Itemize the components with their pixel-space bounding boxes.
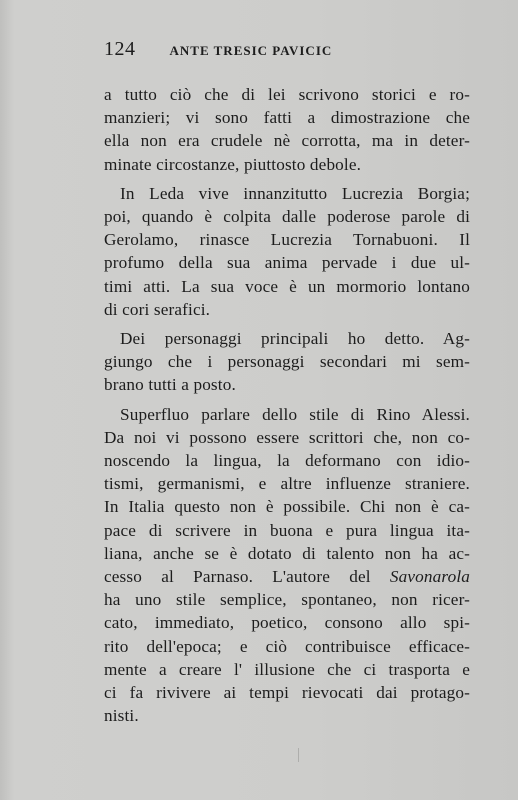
text-line: tismi, germanismi, e altre influenze straniere. [104, 474, 470, 494]
line-text: cesso al Parnaso. L'autore del [104, 567, 390, 587]
text-line: Gerolamo, rinasce Lucrezia Tornabuoni. Il [104, 230, 470, 250]
page-header [104, 38, 374, 61]
text-line: pace di scrivere in buona e pura lingua ita- [104, 520, 470, 540]
text-line: poi, quando è colpita dalle poderose parole di [104, 207, 470, 227]
text-line-with-title [104, 565, 470, 588]
text-line: manzieri; vi sono fatti a dimostrazione che [104, 108, 470, 128]
running-head: ANTE TRESIC PAVICIC [169, 43, 333, 58]
text-line: Da noi vi possono essere scrittori che, non co- [104, 427, 470, 447]
text-line: a tutto ciò che di lei scrivono storici e ro- [104, 85, 470, 104]
paragraph-2 [104, 182, 470, 321]
text-line: In Leda vive innanzitutto Lucrezia Borgia; [120, 183, 470, 203]
text-line: mente a creare l' illusione che ci trasporta e [104, 659, 470, 679]
paragraph-3 [104, 327, 470, 397]
text-line: liana, anche se è dotato di talento non ha ac- [104, 543, 470, 563]
text-line: ci fa rivivere ai tempi rievocati dai protago- [104, 683, 470, 703]
text-line: nisti. [104, 706, 139, 726]
paragraph-4 [104, 403, 470, 728]
text-line: timi atti. La sua voce è un mormorio lontano [104, 276, 470, 296]
text-line: cato, immediato, poetico, consono allo spi- [104, 613, 470, 633]
italic-title: Savonarola [389, 567, 470, 587]
text-line: Dei personaggi principali ho detto. Ag- [120, 329, 470, 349]
text-line: noscendo la lingua, la deformano con idio- [104, 451, 470, 471]
page-smudge [298, 748, 301, 762]
text-line: brano tutti a posto. [104, 375, 236, 395]
body-text [104, 83, 470, 733]
text-line: rito dell'epoca; e ciò contribuisce efficace- [104, 636, 470, 656]
text-line: giungo che i personaggi secondari mi sem- [104, 352, 470, 372]
text-line: ha uno stile semplice, spontaneo, non ricer- [104, 590, 470, 610]
text-line: minate circostanze, piuttosto debole. [104, 154, 362, 174]
page-number: 124 [104, 38, 136, 60]
text-line: di cori serafici. [104, 299, 211, 319]
paragraph-1 [104, 83, 470, 176]
text-line: profumo della sua anima pervade i due ul- [104, 253, 470, 273]
text-line: ella non era crudele nè corrotta, ma in deter- [104, 131, 470, 151]
text-line: Superfluo parlare dello stile di Rino Alessi. [120, 404, 470, 424]
text-line: In Italia questo non è possibile. Chi non è ca- [104, 497, 470, 517]
